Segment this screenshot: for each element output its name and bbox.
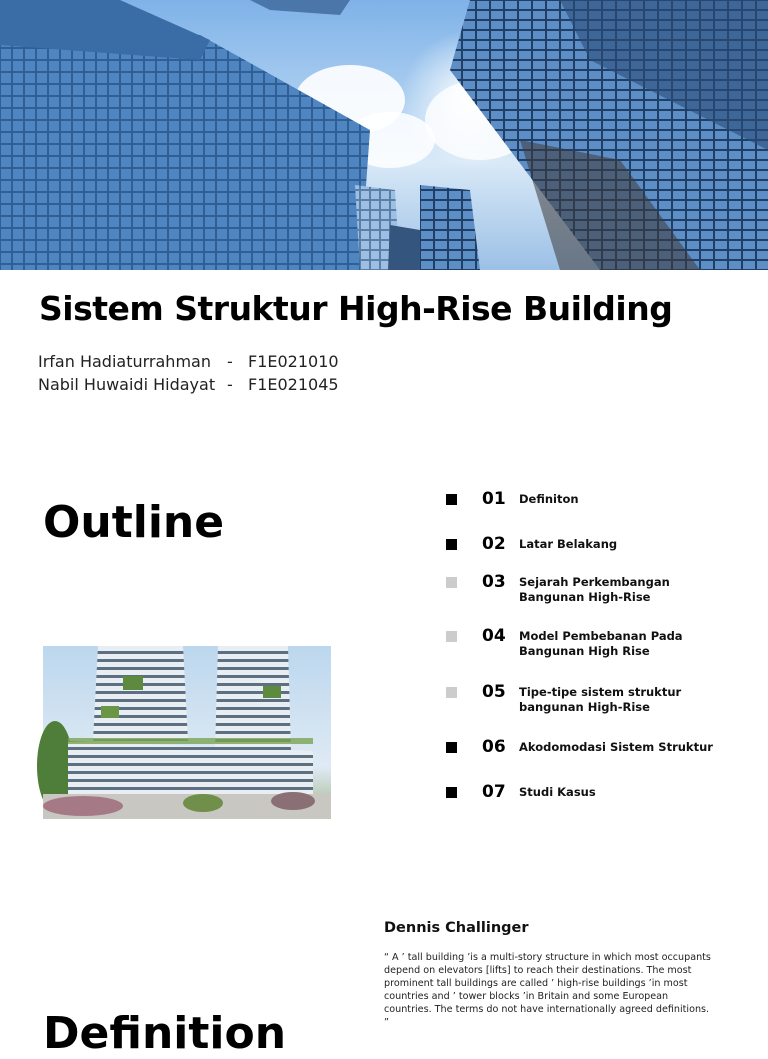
definition-quote: “ A ’ tall building ’is a multi-story structure in which most occupants depend on elevators [lifts] to reach their destinations. The most prominent tall buildings are called ’ high-rise buildings ’in most countries and ’ tower blocks ’in Britain and some European countries. The terms do not have internationally agreed definitions. ” (384, 952, 711, 1028)
outline-item-model-pembebanan (446, 625, 746, 659)
author-name: Nabil Huwaidi Hidayat (38, 375, 216, 394)
outline-item-label: Sejarah Perkembangan Bangunan High-Rise (519, 575, 670, 604)
outline-item-number: 06 (482, 737, 506, 757)
hero-image (0, 0, 768, 270)
outline-item-number: 04 (482, 626, 506, 646)
author-student-id: F1E021010 (248, 352, 339, 371)
square-bullet-icon (446, 787, 457, 798)
author-separator: - (227, 375, 233, 394)
presentation-title: Sistem Struktur High-Rise Building (39, 289, 673, 328)
outline-item-number: 03 (482, 572, 506, 592)
outline-item-label: Definiton (519, 492, 579, 506)
author-list (38, 350, 339, 396)
outline-item-label: Model Pembebanan Pada Bangunan High Rise (519, 629, 683, 658)
outline-item-tipe-sistem (446, 681, 746, 715)
outline-item-sejarah (446, 571, 746, 605)
outline-item-number: 02 (482, 534, 506, 554)
building-photo (43, 646, 331, 819)
author-name: Irfan Hadiaturrahman (38, 352, 211, 371)
outline-item-number: 05 (482, 682, 506, 702)
outline-item-number: 07 (482, 782, 506, 802)
outline-item-label: Latar Belakang (519, 537, 618, 551)
outline-item-label: Studi Kasus (519, 785, 596, 799)
author-row (38, 373, 339, 396)
square-bullet-icon (446, 631, 457, 642)
outline-item-number: 01 (482, 489, 506, 509)
square-bullet-icon (446, 494, 457, 505)
outline-item-label: Tipe-tipe sistem struktur bangunan High-Rise (519, 685, 682, 714)
definition-source-author: Dennis Challinger (384, 920, 529, 936)
author-separator: - (227, 352, 233, 371)
author-row (38, 350, 339, 373)
outline-item-akomodasi (446, 736, 746, 758)
outline-item-studi-kasus (446, 781, 746, 803)
outline-item-label: Akodomodasi Sistem Struktur (519, 740, 713, 754)
square-bullet-icon (446, 687, 457, 698)
author-student-id: F1E021045 (248, 375, 339, 394)
definition-heading: Definition (43, 1008, 287, 1059)
outline-item-latar-belakang (446, 533, 746, 555)
twin-towers-illustration (43, 646, 331, 819)
skyscrapers-illustration (0, 0, 768, 270)
outline-heading: Outline (43, 497, 225, 548)
square-bullet-icon (446, 577, 457, 588)
outline-item-definition (446, 488, 746, 510)
square-bullet-icon (446, 742, 457, 753)
square-bullet-icon (446, 539, 457, 550)
